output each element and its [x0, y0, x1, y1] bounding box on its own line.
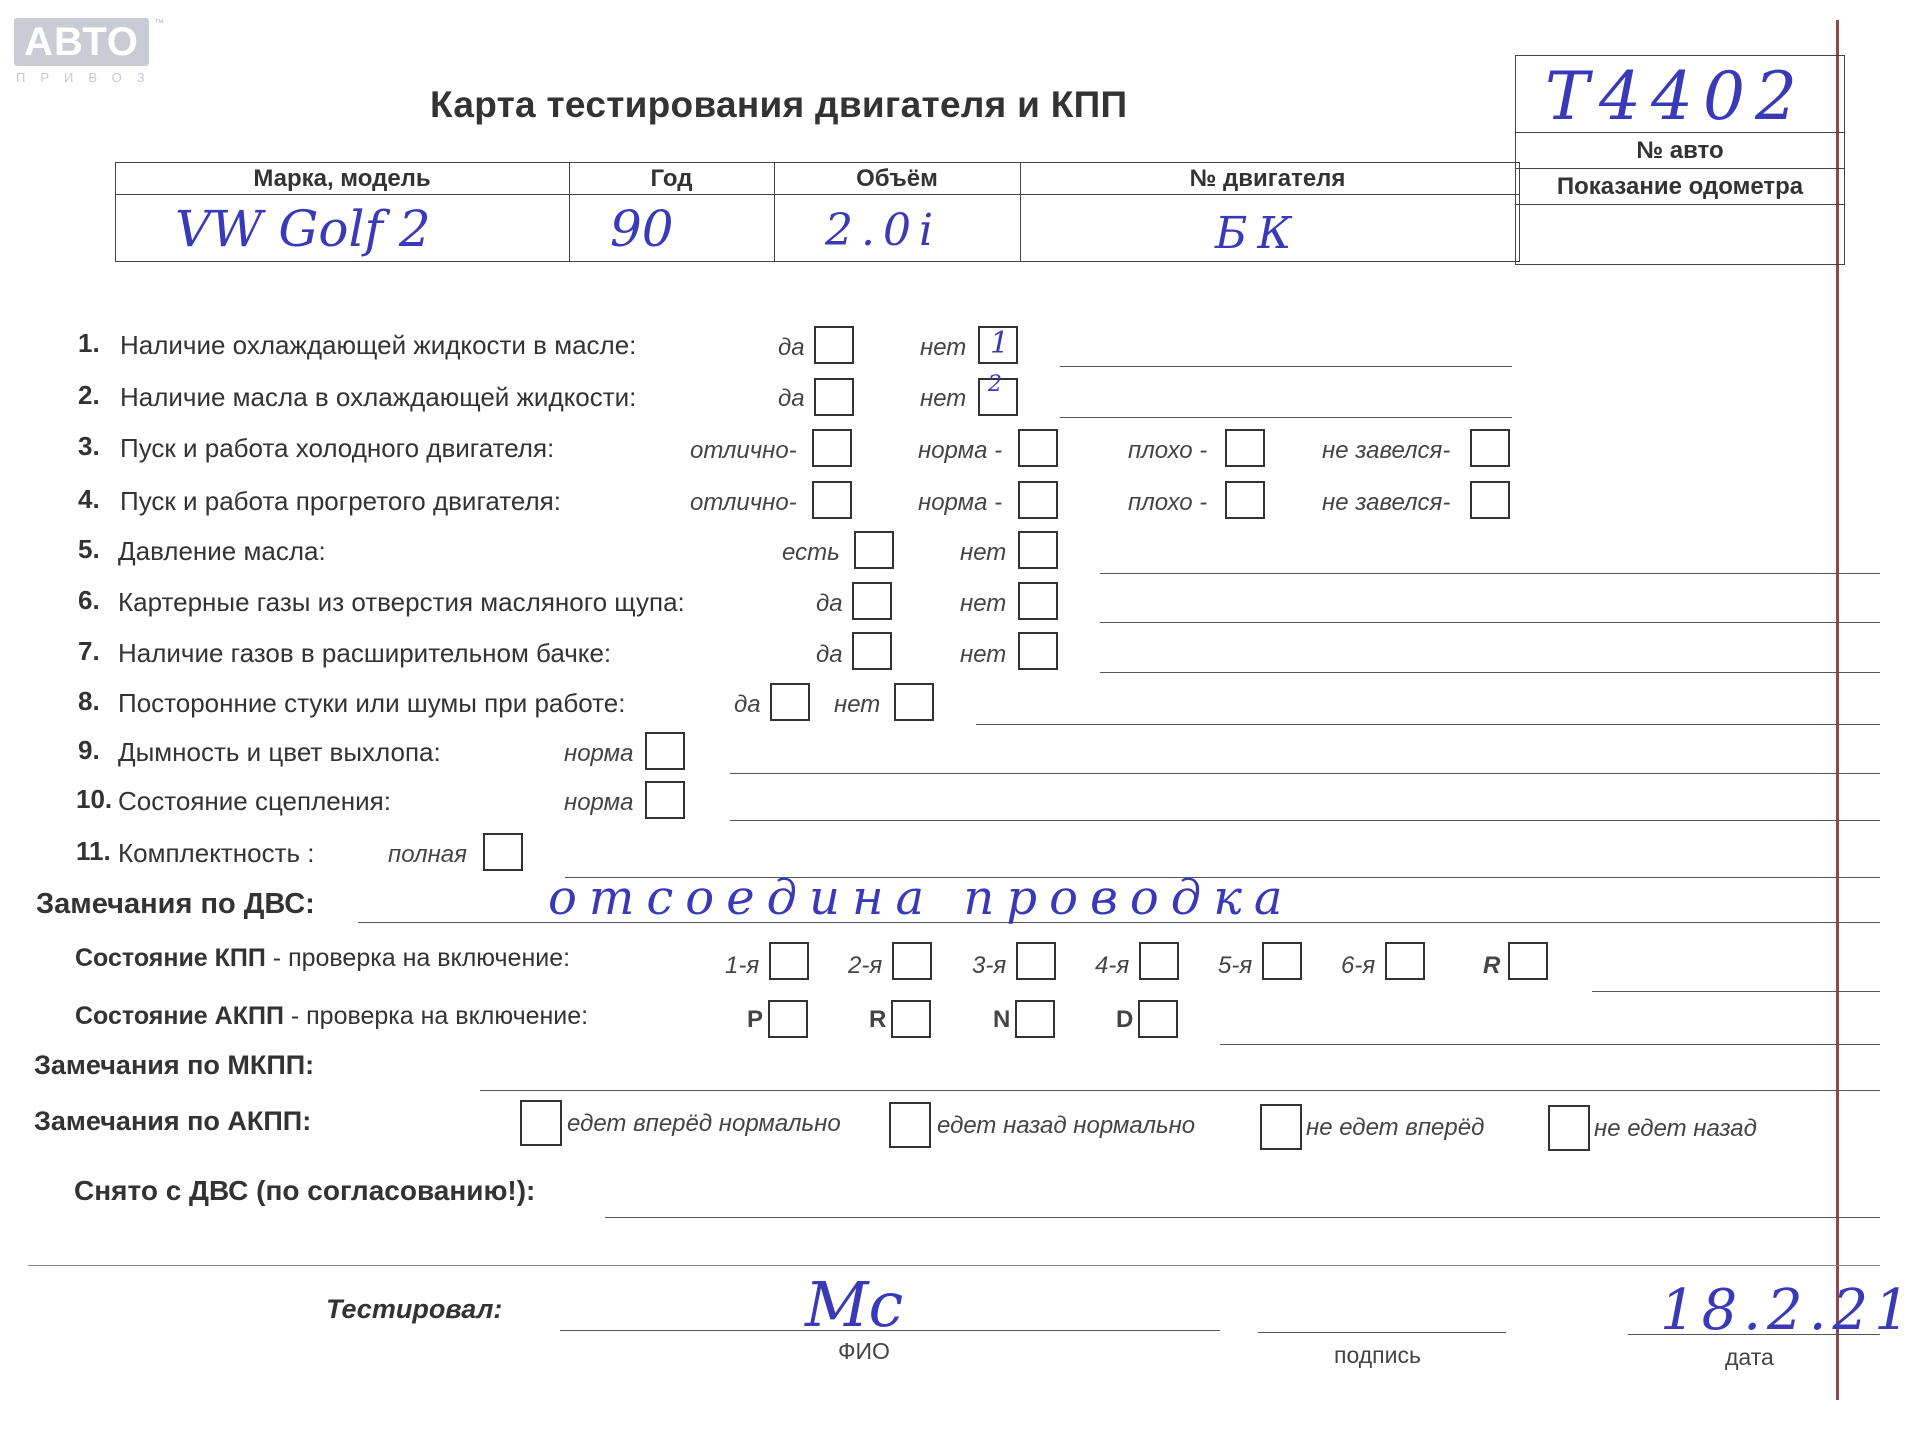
q9-checkbox-normal[interactable]: [645, 732, 685, 770]
akpp-no-forward-checkbox[interactable]: [1260, 1104, 1302, 1150]
q4-checkbox-excellent[interactable]: [812, 481, 852, 519]
q8-answer-line[interactable]: [976, 724, 1880, 725]
gear-2-checkbox[interactable]: [892, 942, 932, 980]
gear-1-label: 1-я: [725, 952, 760, 979]
q9-number: 9.: [78, 735, 100, 765]
mode-r-label: R: [869, 1006, 887, 1033]
q6-checkbox-yes[interactable]: [852, 582, 892, 620]
akpp-no-backward-checkbox[interactable]: [1548, 1105, 1590, 1151]
q7-checkbox-yes[interactable]: [852, 632, 892, 670]
q4-checkbox-no-start[interactable]: [1470, 481, 1510, 519]
q10-answer-line[interactable]: [730, 820, 1880, 821]
gear-3-checkbox[interactable]: [1016, 942, 1056, 980]
remarks-engine-handwritten: отсоедина проводка: [548, 870, 1295, 926]
gear-6-label: 6-я: [1341, 952, 1376, 979]
mode-d-label: D: [1116, 1006, 1134, 1033]
mode-r-checkbox[interactable]: [891, 1000, 931, 1038]
q10-option-normal: норма: [564, 789, 634, 816]
q2-checkbox-yes[interactable]: [814, 378, 854, 416]
removed-label: Снято с ДВС (по согласованию!):: [74, 1175, 536, 1206]
q6-checkbox-no[interactable]: [1018, 582, 1058, 620]
q10-number: 10.: [76, 784, 113, 814]
q8-number: 8.: [78, 686, 100, 716]
gear-4-checkbox[interactable]: [1139, 942, 1179, 980]
auto-number-label: № авто: [1636, 137, 1724, 164]
q1-option-yes: да: [778, 334, 805, 361]
logo-subtext: ПРИВОЗ: [16, 70, 160, 85]
gear-2-label: 2-я: [848, 952, 883, 979]
gear-6-checkbox[interactable]: [1385, 942, 1425, 980]
table-header-divider: [115, 194, 1520, 195]
q1-mark: 1: [990, 326, 1010, 361]
q9-text: Дымность и цвет выхлопа:: [118, 737, 441, 767]
q6-answer-line[interactable]: [1100, 622, 1880, 623]
gear-5-checkbox[interactable]: [1262, 942, 1302, 980]
remarks-mkpp-label: Замечания по МКПП:: [34, 1050, 315, 1080]
q1-checkbox-yes[interactable]: [814, 326, 854, 364]
gear-r-label: R: [1483, 952, 1501, 979]
q7-number: 7.: [78, 636, 100, 666]
kpp-answer-line[interactable]: [1592, 991, 1880, 992]
gear-r-checkbox[interactable]: [1508, 942, 1548, 980]
signature-label: подпись: [1334, 1342, 1421, 1368]
q3-text: Пуск и работа холодного двигателя:: [120, 433, 555, 463]
q3-option-normal: норма -: [918, 437, 1003, 464]
q8-text: Посторонние стуки или шумы при работе:: [118, 688, 626, 718]
mode-p-label: P: [747, 1006, 764, 1033]
q7-text: Наличие газов в расширительном бачке:: [118, 638, 612, 668]
q5-answer-line[interactable]: [1100, 573, 1880, 574]
remarks-engine-label: Замечания по ДВС:: [36, 888, 315, 920]
q6-text: Картерные газы из отверстия масляного щупа:: [118, 587, 685, 617]
make-model-value: VW Golf 2: [175, 200, 431, 258]
q4-text: Пуск и работа прогретого двигателя:: [120, 486, 561, 516]
q10-text: Состояние сцепления:: [118, 786, 391, 816]
q3-option-bad: плохо -: [1128, 437, 1208, 464]
q1-answer-line[interactable]: [1060, 366, 1512, 367]
engine-number-value: БК: [1215, 208, 1302, 259]
q8-option-no: нет: [834, 691, 881, 718]
q7-checkbox-no[interactable]: [1018, 632, 1058, 670]
mode-p-checkbox[interactable]: [768, 1000, 808, 1038]
akpp-no-forward-label: не едет вперёд: [1306, 1114, 1485, 1141]
q1-option-no: нет: [920, 334, 967, 361]
q1-text: Наличие охлаждающей жидкости в масле:: [120, 330, 637, 360]
q5-option-no: нет: [960, 539, 1007, 566]
gear-1-checkbox[interactable]: [769, 942, 809, 980]
q2-number: 2.: [78, 380, 100, 410]
q3-checkbox-normal[interactable]: [1018, 429, 1058, 467]
akpp-no-backward-label: не едет назад: [1594, 1115, 1757, 1142]
q4-option-excellent: отлично-: [690, 489, 797, 516]
fio-handwritten: Мс: [805, 1268, 904, 1341]
kpp-label: [75, 944, 570, 973]
logo-trademark: ™: [154, 18, 164, 29]
q8-checkbox-yes[interactable]: [770, 683, 810, 721]
q3-option-no-start: не завелся-: [1322, 437, 1451, 464]
akpp-label-rest: - проверка на включение:: [283, 1002, 589, 1030]
q4-number: 4.: [78, 484, 100, 514]
remarks-mkpp-line[interactable]: [480, 1090, 1880, 1091]
q5-checkbox-no[interactable]: [1018, 531, 1058, 569]
col-volume: Объём: [856, 165, 938, 192]
q9-answer-line[interactable]: [730, 773, 1880, 774]
q1-number: 1.: [78, 328, 100, 358]
divider: [1515, 204, 1845, 205]
remarks-akpp-label: Замечания по АКПП:: [34, 1106, 312, 1136]
q8-checkbox-no[interactable]: [894, 683, 934, 721]
col-engine-number: № двигателя: [1189, 165, 1346, 192]
q7-option-no: нет: [960, 641, 1007, 668]
mode-d-checkbox[interactable]: [1138, 1000, 1178, 1038]
q7-answer-line[interactable]: [1100, 672, 1880, 673]
q4-option-bad: плохо -: [1128, 489, 1208, 516]
q2-option-yes: да: [778, 385, 805, 412]
logo: [14, 18, 164, 84]
removed-line[interactable]: [605, 1217, 1880, 1218]
col-year: Год: [650, 165, 693, 192]
akpp-forward-ok-label: едет вперёд нормально: [567, 1110, 841, 1137]
q5-option-yes: есть: [782, 539, 840, 566]
q3-number: 3.: [78, 431, 100, 461]
q3-checkbox-bad[interactable]: [1225, 429, 1265, 467]
q5-text: Давление масла:: [118, 536, 326, 566]
q3-option-excellent: отлично-: [690, 437, 797, 464]
q4-option-normal: норма -: [918, 489, 1003, 516]
q4-checkbox-bad[interactable]: [1225, 481, 1265, 519]
volume-value: 2.0i: [825, 205, 942, 256]
akpp-label-bold: Состояние АКПП: [75, 1002, 284, 1030]
q6-option-no: нет: [960, 590, 1007, 617]
q4-option-no-start: не завелся-: [1322, 489, 1451, 516]
akpp-label: [75, 1002, 588, 1031]
q8-option-yes: да: [734, 691, 761, 718]
tested-by-label: Тестировал:: [326, 1294, 503, 1324]
q2-option-no: нет: [920, 385, 967, 412]
kpp-label-rest: - проверка на включение:: [265, 944, 571, 972]
q11-text: Комплектность :: [118, 838, 315, 868]
akpp-answer-line[interactable]: [1220, 1044, 1880, 1045]
q2-mark: 2: [988, 372, 1002, 397]
akpp-backward-ok-label: едет назад нормально: [937, 1112, 1196, 1139]
gear-4-label: 4-я: [1095, 952, 1130, 979]
q4-checkbox-normal[interactable]: [1018, 481, 1058, 519]
q11-number: 11.: [76, 836, 111, 866]
date-handwritten: 18.2.21: [1660, 1278, 1916, 1343]
signature-line[interactable]: [1258, 1332, 1506, 1333]
col-make-model: Марка, модель: [253, 165, 431, 192]
mode-n-checkbox[interactable]: [1015, 1000, 1055, 1038]
fio-label: ФИО: [838, 1338, 890, 1364]
auto-number-handwritten: Т4402: [1545, 58, 1807, 135]
q3-checkbox-no-start[interactable]: [1470, 429, 1510, 467]
q7-option-yes: да: [816, 641, 843, 668]
q3-checkbox-excellent[interactable]: [812, 429, 852, 467]
q11-option-full: полная: [388, 841, 467, 868]
logo-mark: АВТО: [14, 18, 149, 66]
q11-checkbox-full[interactable]: [483, 833, 523, 871]
date-label: дата: [1725, 1344, 1774, 1370]
gear-5-label: 5-я: [1218, 952, 1253, 979]
divider: [1515, 168, 1845, 169]
page-title: Карта тестирования двигателя и КПП: [430, 84, 1128, 125]
q10-checkbox-normal[interactable]: [645, 781, 685, 819]
akpp-backward-ok-checkbox[interactable]: [889, 1102, 931, 1148]
q5-number: 5.: [78, 534, 100, 564]
q9-option-normal: норма: [564, 740, 634, 767]
q5-checkbox-yes[interactable]: [854, 531, 894, 569]
akpp-forward-ok-checkbox[interactable]: [520, 1100, 562, 1146]
q6-number: 6.: [78, 585, 100, 615]
year-value: 90: [610, 200, 674, 258]
mode-n-label: N: [993, 1006, 1011, 1033]
kpp-label-bold: Состояние КПП: [75, 944, 266, 972]
footer-separator: [28, 1265, 1880, 1266]
odometer-label: Показание одометра: [1556, 173, 1804, 200]
q2-text: Наличие масла в охлаждающей жидкости:: [120, 382, 637, 412]
q6-option-yes: да: [816, 590, 843, 617]
gear-3-label: 3-я: [972, 952, 1007, 979]
q2-answer-line[interactable]: [1060, 417, 1512, 418]
